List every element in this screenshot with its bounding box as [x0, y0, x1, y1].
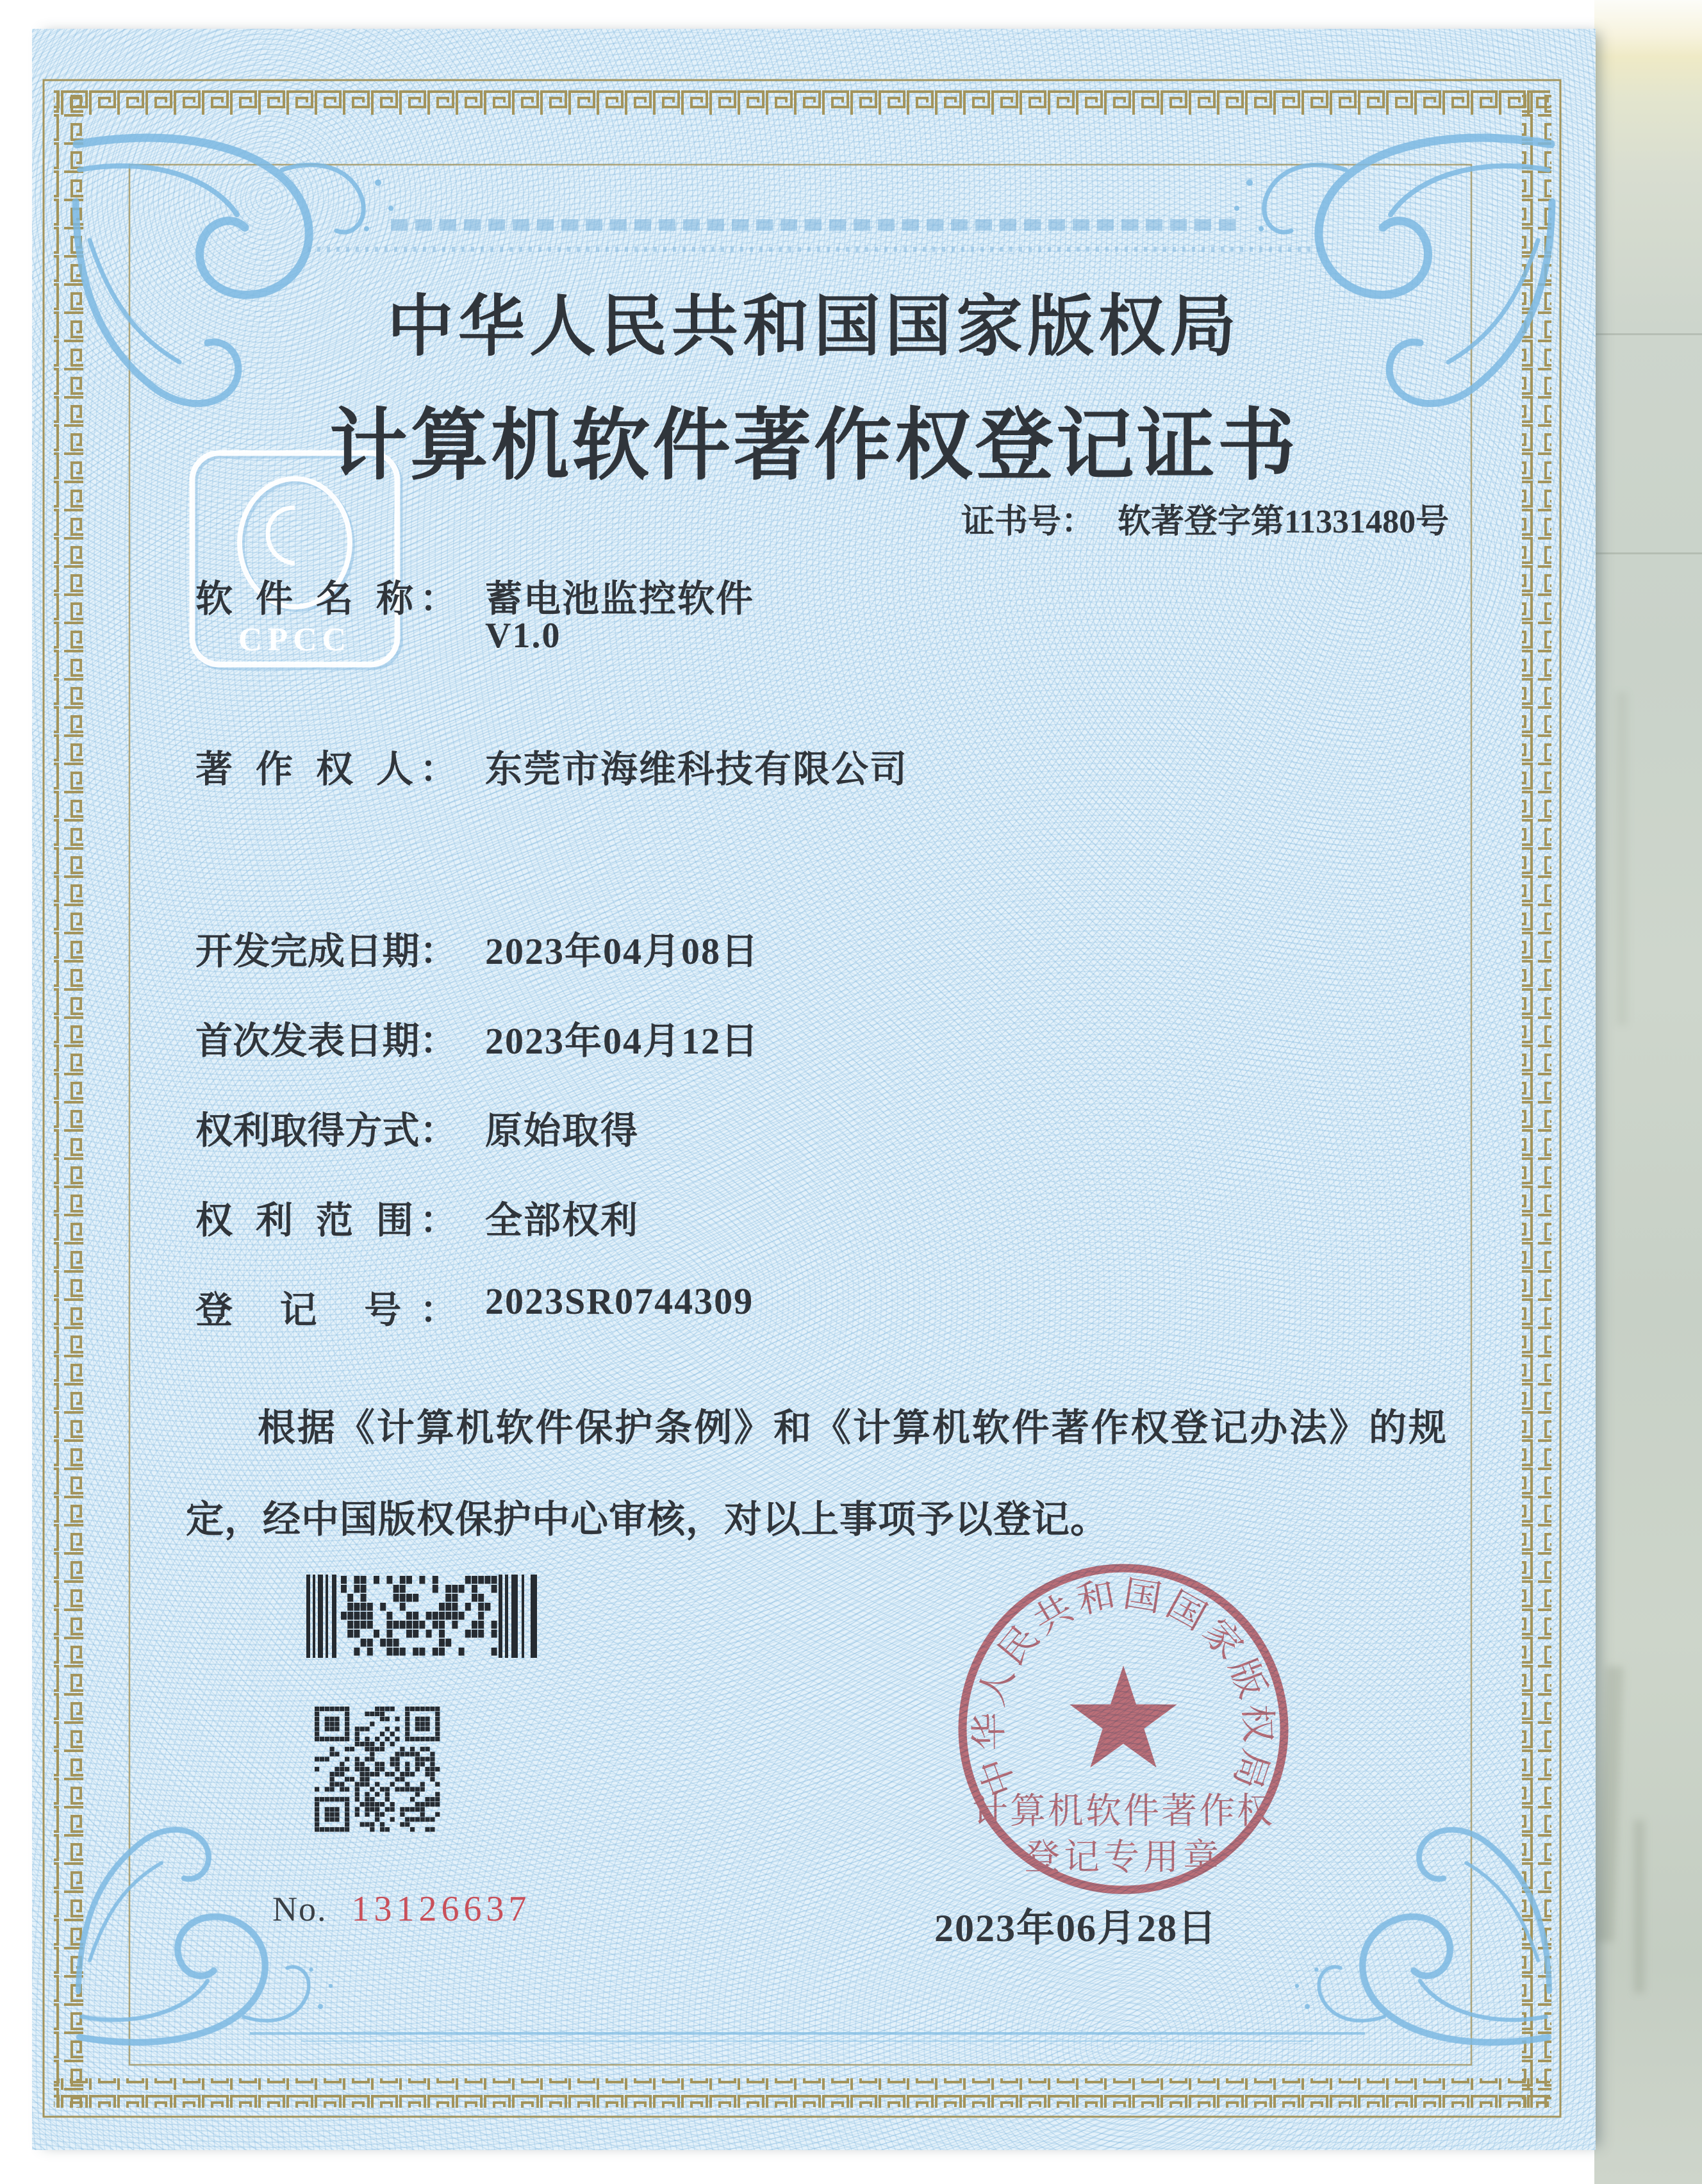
field-value: 2023SR0744309: [485, 1280, 754, 1322]
scan-smudge: [1616, 692, 1628, 1025]
scan-artifact-line: [1594, 333, 1702, 335]
field-label: 首次发表日期：: [195, 1020, 457, 1062]
field-rights-scope: [195, 1190, 640, 1241]
field-copyright-owner: [195, 739, 909, 790]
watermark-logo-text: CPCC: [238, 622, 352, 658]
scan-smudge: [1596, 1666, 1624, 1942]
certificate-number-value: 软著登字第11331480号: [1118, 504, 1450, 540]
field-label: 软 件 名 称：: [195, 578, 457, 620]
field-dev-complete-date: [195, 921, 760, 972]
field-value: 2023年04月12日: [485, 1020, 760, 1062]
scan-smudge: [1634, 1820, 1644, 1993]
field-label: 权利取得方式：: [195, 1110, 457, 1152]
bottom-ornament-rule: [250, 2033, 1365, 2041]
barcode: [306, 1575, 537, 1658]
field-value: 蓄电池监控软件: [485, 578, 755, 620]
software-version: V1.0: [485, 616, 561, 656]
seal-ring-text: 中华人民共和国国家版权局: [969, 1573, 1278, 1802]
seal-caption-line1: 计算机软件著作权: [972, 1792, 1275, 1832]
certificate-number-label: 证书号：: [961, 504, 1095, 540]
qr-code: [315, 1707, 440, 1832]
certificate-title: 计算机软件著作权登记证书: [329, 403, 1298, 490]
field-value: 全部权利: [485, 1200, 640, 1241]
serial-number: 13126637: [351, 1889, 531, 1929]
issue-date: 2023年06月28日: [934, 1907, 1218, 1949]
field-software-name: [195, 568, 755, 620]
serial-label: No.: [272, 1890, 327, 1928]
field-label: 开发完成日期：: [195, 931, 457, 972]
seal-star-icon: [1070, 1666, 1177, 1767]
field-value: 原始取得: [485, 1110, 640, 1152]
certificate-page: [32, 29, 1596, 2150]
certificate-number-line: [961, 494, 1449, 542]
seal-caption-line2: 登记专用章: [1024, 1838, 1223, 1878]
field-first-publish-date: [195, 1011, 760, 1062]
official-seal: [963, 1568, 1284, 1890]
field-rights-acquisition: [195, 1100, 640, 1152]
field-label: 著 作 权 人：: [195, 749, 457, 790]
top-ornament-band: [308, 225, 1320, 249]
legal-statement: 根据《计算机软件保护条例》和《计算机软件著作权登记办法》的规定，经中国版权保护中心审核，对以上事项予以登记。: [186, 1407, 1447, 1541]
authority-title: 中华人民共和国国家版权局: [386, 290, 1241, 364]
scan-edge-strip: [1594, 0, 1702, 2184]
field-value: 2023年04月08日: [485, 931, 760, 972]
field-label: 登 记 号：: [195, 1289, 457, 1331]
field-label: 权 利 范 围：: [195, 1200, 457, 1241]
scan-artifact-line: [1594, 552, 1702, 554]
field-value: 东莞市海维科技有限公司: [485, 749, 909, 790]
serial-number-line: [272, 1889, 531, 1930]
field-registration-no: [195, 1280, 754, 1331]
